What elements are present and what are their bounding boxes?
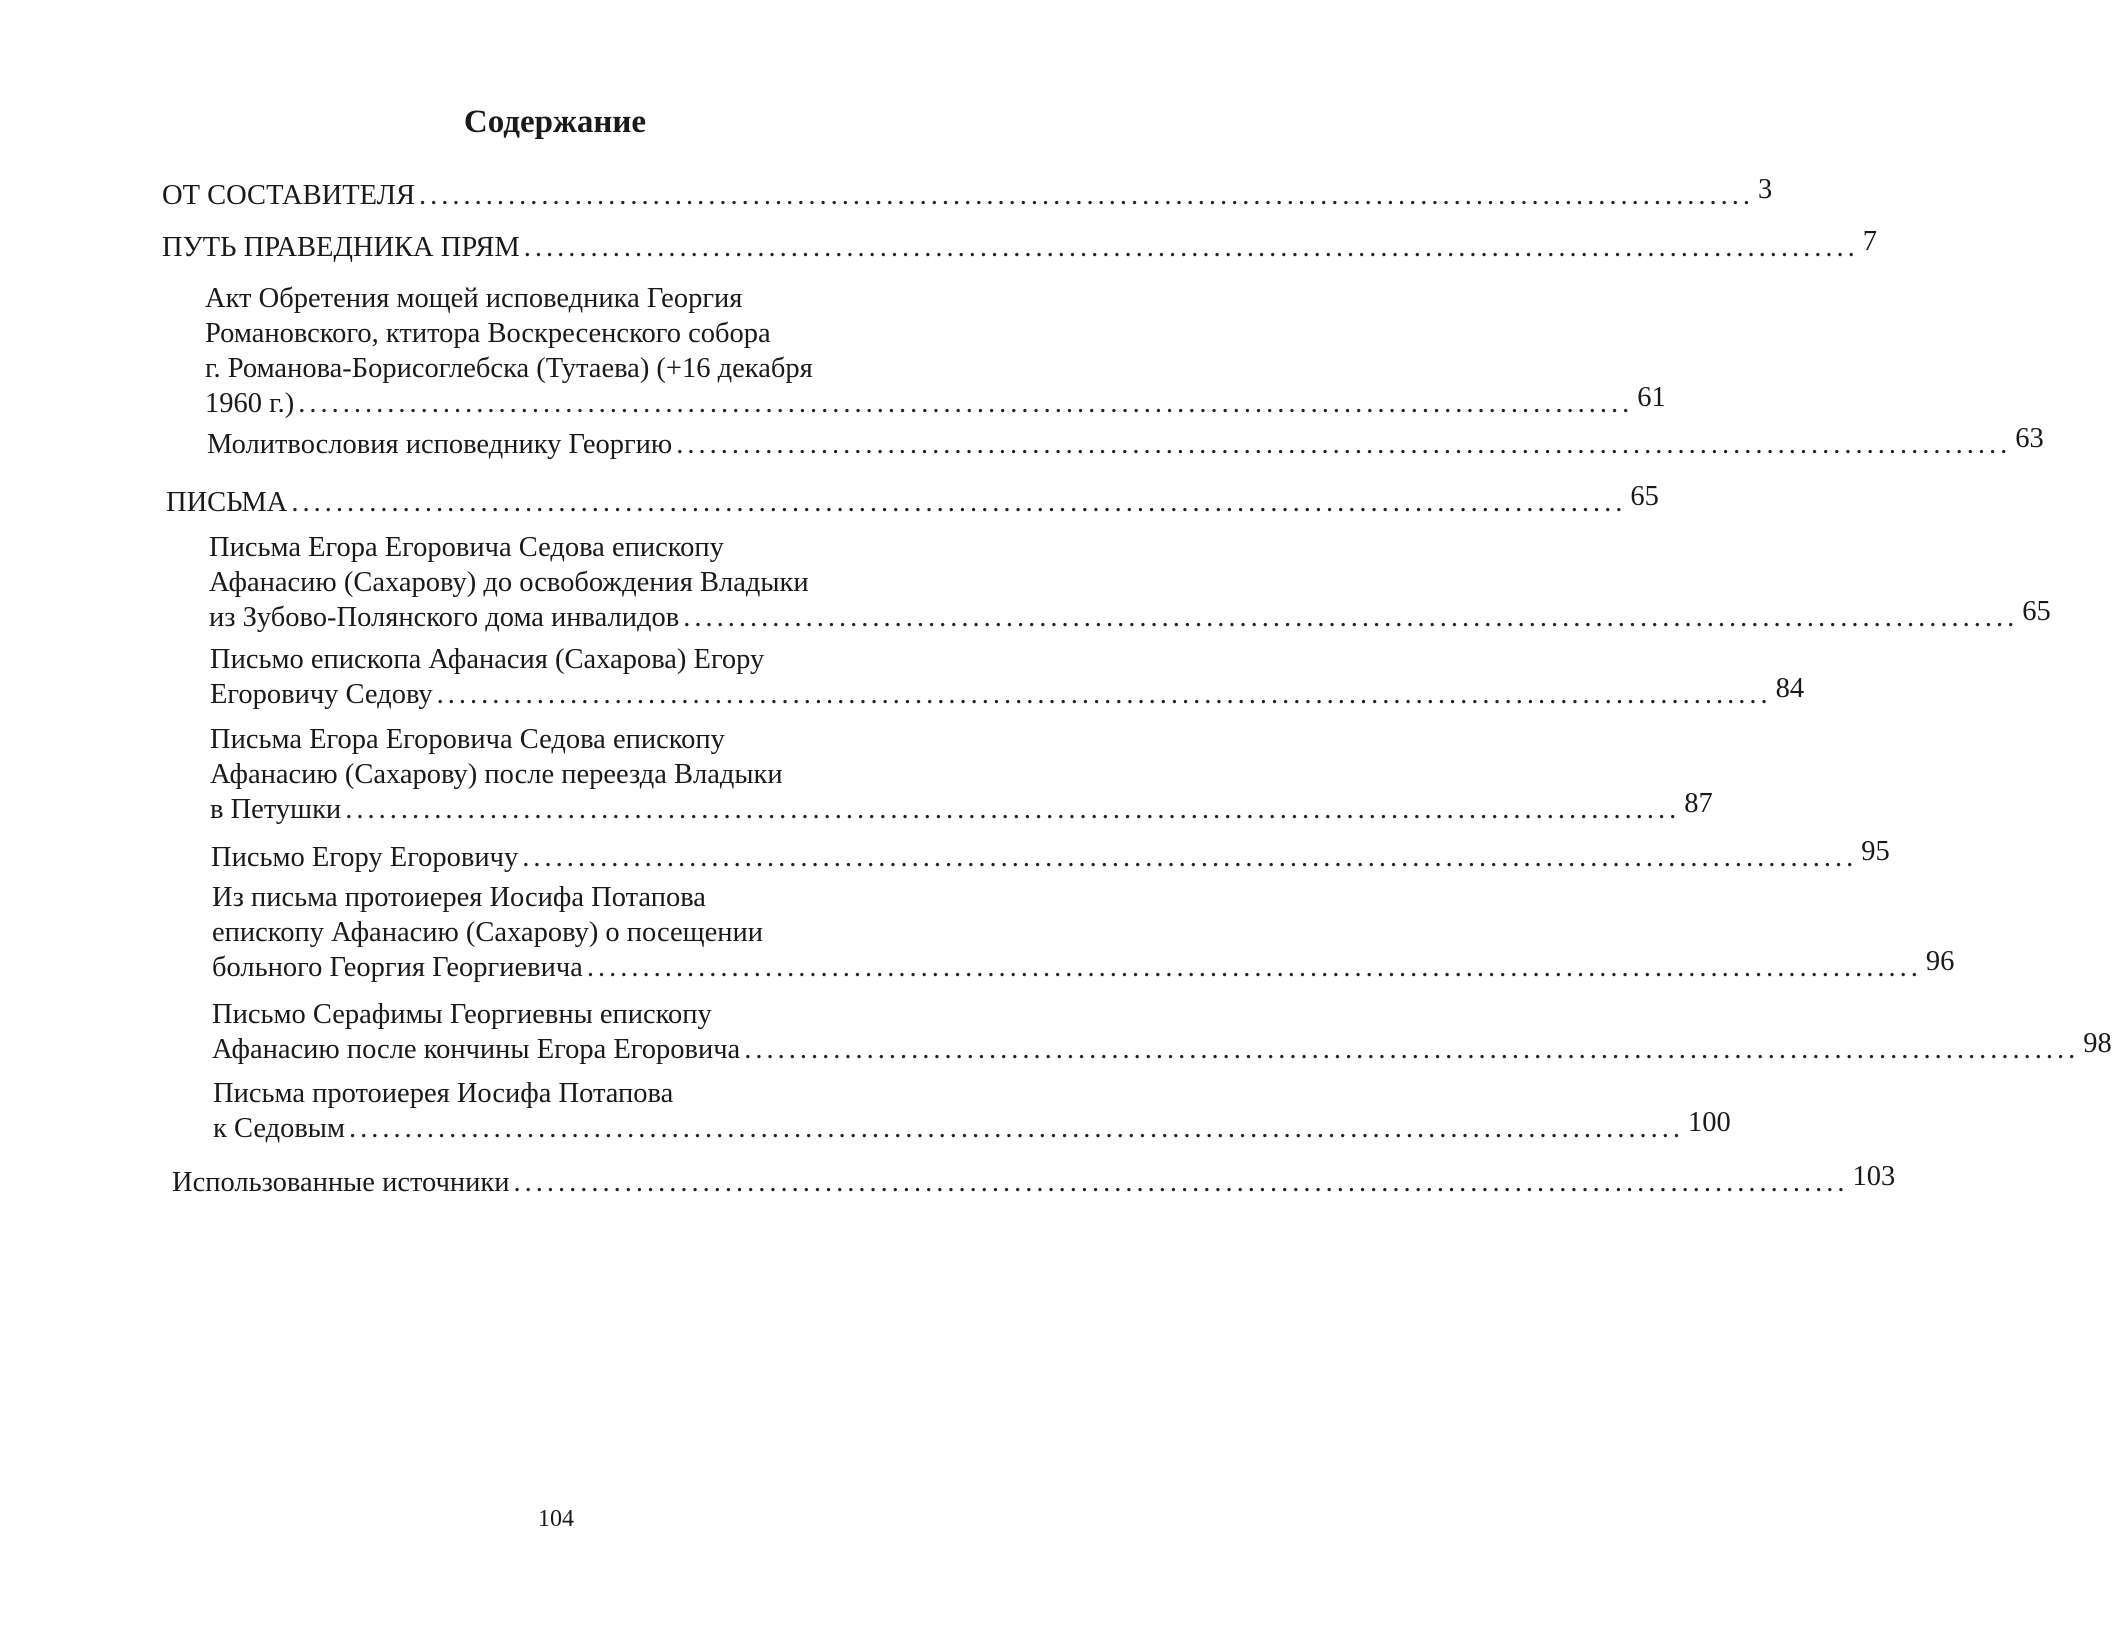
dot-leader: ........................................................................................................................ xyxy=(298,388,1634,419)
page-title: Содержание xyxy=(463,104,647,140)
toc-entry-righteous-path[interactable] xyxy=(162,226,1878,265)
toc-entry-text-line: епископу Афанасию (Сахарову) о посещении xyxy=(212,917,764,948)
toc-page-number: 98 xyxy=(2083,1028,2112,1059)
toc-entry-text-line: Афанасию (Сахарову) до освобождения Владыки xyxy=(209,567,809,598)
dot-leader: ........................................................................................................................ xyxy=(419,180,1755,211)
toc-entry-last-line xyxy=(207,423,2044,462)
toc-page-number: 87 xyxy=(1684,788,1713,819)
dot-leader: ........................................................................................................................ xyxy=(345,794,1681,825)
toc-entry-text-line: Романовского, ктитора Воскресенского собора xyxy=(205,318,771,349)
toc-entry-letter-seraphima[interactable] xyxy=(212,997,2112,1067)
toc-page-number: 96 xyxy=(1925,946,1955,977)
toc-entry-text-line: г. Романова-Борисоглебска (Тутаева) (+16 декабря xyxy=(205,353,813,384)
toc-page-number: 100 xyxy=(1688,1107,1731,1138)
toc-page-number: 7 xyxy=(1862,226,1878,257)
toc-entry-letters[interactable] xyxy=(166,481,1659,520)
page-number: 104 xyxy=(538,1506,574,1532)
toc-entry-from-letter-potapov[interactable] xyxy=(212,880,1955,985)
toc-page-number: 65 xyxy=(1630,481,1659,512)
toc-entry-text-line: Письмо Серафимы Георгиевны епископу xyxy=(212,999,712,1030)
toc-entry-act-of-relics[interactable] xyxy=(205,281,1666,421)
toc-page-number: 84 xyxy=(1775,673,1805,704)
toc-entry-last-line xyxy=(210,673,1805,712)
dot-leader: ........................................................................................................................ xyxy=(744,1034,2080,1065)
toc-entry-letters-potapov-sedovs[interactable] xyxy=(213,1076,1731,1146)
toc-page-number: 95 xyxy=(1861,836,1890,867)
toc-entry-text-line: Письма Егора Егоровича Седова епископу xyxy=(209,532,724,563)
toc-entry-prayers[interactable] xyxy=(207,423,2044,462)
toc-entry-title: Егоровичу Седову xyxy=(210,679,433,710)
toc-entry-title: ПИСЬМА xyxy=(166,487,288,518)
dot-leader: ........................................................................................................................ xyxy=(676,429,2012,460)
toc-entry-letter-to-egor[interactable] xyxy=(211,836,1890,875)
toc-entry-title: ПУТЬ ПРАВЕДНИКА ПРЯМ xyxy=(162,232,520,263)
dot-leader: ........................................................................................................................ xyxy=(683,602,2019,633)
dot-leader: ........................................................................................................................ xyxy=(436,679,1772,710)
toc-entry-text-line: Письма протоиерея Иосифа Потапова xyxy=(213,1078,674,1109)
toc-entry-title: Письмо Егору Егоровичу xyxy=(211,842,519,873)
toc-page-number: 3 xyxy=(1758,174,1773,205)
toc-entry-from-compiler[interactable] xyxy=(162,174,1773,213)
dot-leader: ........................................................................................................................ xyxy=(586,952,1922,983)
toc-page-number: 61 xyxy=(1637,382,1666,413)
toc-entry-title: 1960 г.) xyxy=(205,388,295,419)
toc-entry-last-line xyxy=(213,1107,1731,1146)
toc-page-number: 63 xyxy=(2015,423,2044,454)
dot-leader: ........................................................................................................................ xyxy=(513,1167,1849,1198)
dot-leader: ........................................................................................................................ xyxy=(291,487,1627,518)
toc-entry-last-line xyxy=(172,1161,1896,1200)
toc-entry-last-line xyxy=(162,226,1878,265)
toc-entry-last-line xyxy=(210,788,1713,827)
toc-entry-last-line xyxy=(212,946,1955,985)
toc-entry-text-line: Из письма протоиерея Иосифа Потапова xyxy=(212,882,706,913)
toc-page-number: 103 xyxy=(1852,1161,1896,1192)
toc-entry-last-line xyxy=(205,382,1666,421)
toc-entry-title: к Седовым xyxy=(213,1113,345,1144)
toc-entry-title: больного Георгия Георгиевича xyxy=(212,952,583,983)
dot-leader: ........................................................................................................................ xyxy=(349,1113,1684,1144)
toc-entry-letters-before-release[interactable] xyxy=(209,530,2051,635)
toc-entry-text-line: Письма Егора Егоровича Седова епископу xyxy=(210,724,725,755)
toc-entry-letter-bishop-athanasius[interactable] xyxy=(210,642,1805,712)
toc-entry-last-line xyxy=(209,596,2051,635)
dot-leader: ........................................................................................................................ xyxy=(522,842,1858,873)
toc-entry-last-line xyxy=(211,836,1890,875)
toc-entry-title: Афанасию после кончины Егора Егоровича xyxy=(212,1034,741,1065)
toc-entry-letters-after-move[interactable] xyxy=(210,722,1713,827)
toc-entry-title: Использованные источники xyxy=(172,1167,510,1198)
toc-entry-title: из Зубово-Полянского дома инвалидов xyxy=(209,602,680,633)
toc-entry-title: в Петушки xyxy=(210,794,342,825)
toc-entry-text-line: Афанасию (Сахарову) после переезда Владыки xyxy=(210,759,783,790)
dot-leader: ........................................................................................................................ xyxy=(523,232,1859,263)
toc-entry-last-line xyxy=(212,1028,2112,1067)
toc-entry-title: ОТ СОСТАВИТЕЛЯ xyxy=(162,180,416,211)
toc-entry-last-line xyxy=(166,481,1659,520)
toc-entry-last-line xyxy=(162,174,1773,213)
toc-entry-text-line: Акт Обретения мощей исповедника Георгия xyxy=(205,283,743,314)
toc-entry-text-line: Письмо епископа Афанасия (Сахарова) Егору xyxy=(210,644,765,675)
toc-entry-sources[interactable] xyxy=(172,1161,1896,1200)
toc-page-number: 65 xyxy=(2022,596,2051,627)
toc-entry-title: Молитвословия исповеднику Георгию xyxy=(207,429,673,460)
